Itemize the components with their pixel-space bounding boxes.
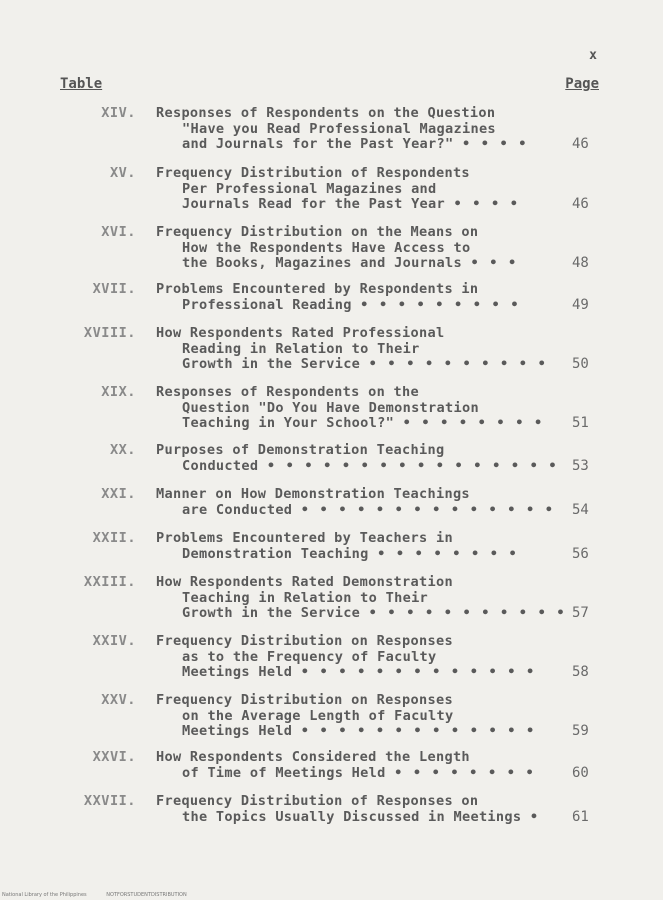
dot-leader: • • • • • • • • • [360, 297, 520, 313]
title-line-text: "Have you Read Professional Magazines [182, 121, 496, 137]
page-number: 49 [572, 296, 589, 313]
page-number: 56 [572, 545, 589, 562]
table-number: XXVII. [83, 793, 136, 809]
title-line [156, 810, 576, 826]
table-number: XXI. [101, 486, 136, 502]
page-number: 54 [572, 501, 589, 518]
page-number-roman: x [589, 48, 597, 63]
title-line-text: Meetings Held [182, 724, 293, 739]
page-number: 46 [572, 136, 589, 152]
title-line [156, 531, 576, 547]
title-line [156, 401, 576, 417]
title-line [156, 282, 576, 298]
table-title [156, 750, 576, 781]
title-line-text: Demonstration Teaching [182, 546, 369, 562]
table-title [156, 385, 576, 432]
title-line [156, 487, 576, 503]
table-title [156, 166, 576, 213]
title-line-text: Growth in the Service [182, 357, 361, 372]
title-line-text: Teaching in Relation to Their [182, 590, 429, 606]
dot-leader: • [529, 809, 540, 825]
title-line-text: and Journals for the Past Year?" [182, 137, 454, 152]
table-number: XXV. [101, 692, 136, 708]
title-line-text: Problems Encountered by Teachers in [156, 531, 453, 546]
title-line [156, 766, 576, 782]
title-line-text: Meetings Held [182, 665, 293, 680]
page-number: 48 [572, 255, 589, 271]
title-line-text: the Books, Magazines and Journals [182, 256, 462, 271]
page-number: 46 [572, 196, 589, 212]
footer-library: National Library of the Philippines [2, 892, 87, 898]
title-line-text: Growth in the Service [182, 606, 361, 621]
title-line [156, 693, 576, 709]
title-line [156, 794, 576, 810]
table-number: XV. [109, 165, 136, 181]
dot-leader: • • • • • • • • • • • [368, 606, 566, 621]
footer-watermark [2, 892, 205, 898]
table-number: XIV. [101, 105, 136, 121]
dot-leader: • • • • • • • • • • • • • [300, 724, 536, 739]
title-line [156, 750, 576, 766]
title-line-text: Frequency Distribution of Respondents [156, 166, 470, 181]
title-line-text: Frequency Distribution on Responses [156, 693, 453, 708]
title-line [156, 256, 576, 272]
title-line-text: Purposes of Demonstration Teaching [156, 443, 445, 458]
table-title [156, 575, 576, 622]
table-title [156, 794, 576, 825]
title-line [156, 503, 576, 519]
title-line-text: Frequency Distribution on the Means on [156, 225, 479, 240]
title-line-text: Conducted [182, 458, 259, 474]
title-line-text: Journals Read for the Past Year [182, 197, 446, 212]
table-number: XVI. [101, 224, 136, 240]
title-line-text: on the Average Length of Faculty [182, 708, 454, 724]
title-line-text: How Respondents Considered the Length [156, 750, 470, 765]
title-line-text: as to the Frequency of Faculty [182, 649, 437, 665]
title-line-text: Frequency Distribution of Responses on [156, 794, 479, 809]
title-line-text: the Topics Usually Discussed in Meetings [182, 809, 522, 825]
table-number: XXII. [92, 530, 136, 546]
title-line [156, 298, 576, 314]
title-line-text: Frequency Distribution on Responses [156, 634, 453, 649]
title-line-text: Reading in Relation to Their [182, 341, 420, 357]
title-line [156, 357, 576, 373]
title-line [156, 443, 576, 459]
table-number: XXIII. [83, 574, 136, 590]
title-line-text: Per Professional Magazines and [182, 181, 437, 197]
title-line-text: are Conducted [182, 502, 293, 518]
title-line-text: Teaching in Your School?" [182, 416, 395, 431]
table-title [156, 106, 576, 153]
page-number: 61 [572, 808, 589, 825]
column-header-table: Table [60, 76, 103, 92]
dot-leader: • • • • • • • • [377, 546, 518, 562]
dot-leader: • • • • [453, 197, 520, 212]
column-header-page: Page [565, 76, 599, 92]
footer-note: NOTFORSTUDENTDISTRIBUTION [106, 892, 187, 898]
dot-leader: • • • • [461, 137, 528, 152]
title-line [156, 709, 576, 725]
page-number: 53 [572, 457, 589, 474]
title-line [156, 122, 576, 138]
title-line [156, 241, 576, 257]
title-line [156, 575, 576, 591]
title-line [156, 724, 576, 740]
title-line [156, 385, 576, 401]
page-number: 50 [572, 356, 589, 372]
page-number: 59 [572, 723, 589, 739]
table-title [156, 282, 576, 313]
table-title [156, 487, 576, 518]
title-line-text: How Respondents Rated Demonstration [156, 575, 453, 590]
page-number: 60 [572, 764, 589, 781]
page-number: 57 [572, 605, 589, 621]
table-title [156, 693, 576, 740]
table-title [156, 225, 576, 272]
title-line-text: Professional Reading [182, 297, 352, 313]
table-title [156, 326, 576, 373]
dot-leader: • • • • • • • • • • [368, 357, 547, 372]
title-line-text: Responses of Respondents on the Question [156, 106, 496, 121]
title-line [156, 650, 576, 666]
title-line [156, 342, 576, 358]
title-line [156, 665, 576, 681]
table-title [156, 443, 576, 474]
title-line-text: Manner on How Demonstration Teachings [156, 487, 470, 502]
page-number: 58 [572, 664, 589, 680]
title-line [156, 416, 576, 432]
title-line-text: Question "Do You Have Demonstration [182, 400, 479, 416]
dot-leader: • • • • • • • • • • • • • • • • [266, 458, 558, 474]
title-line [156, 137, 576, 153]
title-line-text: of Time of Meetings Held [182, 765, 386, 781]
dot-leader: • • • • • • • • • • • • • • [300, 502, 555, 518]
table-number: XVIII. [83, 325, 136, 341]
table-number: XIX. [101, 384, 136, 400]
title-line [156, 326, 576, 342]
title-line [156, 606, 576, 622]
title-line [156, 591, 576, 607]
dot-leader: • • • • • • • • [402, 416, 544, 431]
dot-leader: • • • [470, 256, 518, 271]
table-title [156, 531, 576, 562]
title-line [156, 106, 576, 122]
title-line [156, 197, 576, 213]
table-title [156, 634, 576, 681]
table-number: XXVI. [92, 749, 136, 765]
title-line [156, 634, 576, 650]
title-line [156, 547, 576, 563]
title-line [156, 182, 576, 198]
table-number: XXIV. [92, 633, 136, 649]
page-number: 51 [572, 415, 589, 431]
title-line-text: How Respondents Rated Professional [156, 326, 445, 341]
title-line [156, 225, 576, 241]
dot-leader: • • • • • • • • [394, 765, 535, 781]
dot-leader: • • • • • • • • • • • • • [300, 665, 536, 680]
title-line [156, 166, 576, 182]
title-line-text: Problems Encountered by Respondents in [156, 282, 479, 297]
title-line-text: How the Respondents Have Access to [182, 240, 471, 256]
title-line [156, 459, 576, 475]
title-line-text: Responses of Respondents on the [156, 385, 420, 400]
table-number: XX. [109, 442, 136, 458]
table-number: XVII. [92, 281, 136, 297]
